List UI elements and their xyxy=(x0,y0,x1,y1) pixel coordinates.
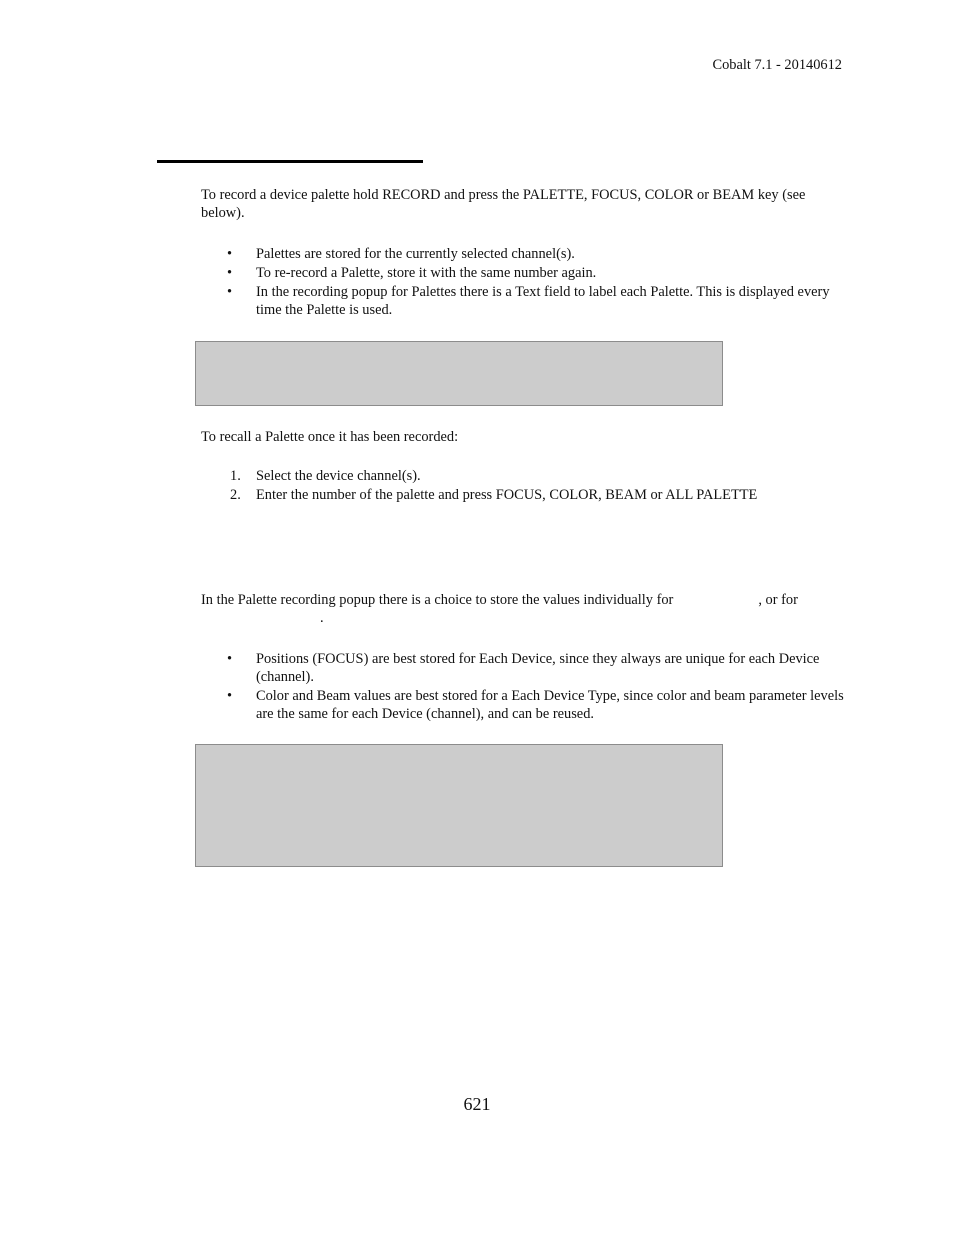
palette-notes-list xyxy=(201,245,846,320)
list-item: • To re-record a Palette, store it with the same number again. xyxy=(227,265,597,281)
list-item: • Positions (FOCUS) are best stored for Each Device, since they always are unique for each Device (channel). xyxy=(227,651,820,685)
list-item: • In the recording popup for Palettes there is a Text field to label each Palette. This is displayed every time the Palette is used. xyxy=(227,284,830,318)
note-box-1 xyxy=(195,341,723,406)
store-choice-list xyxy=(201,650,846,724)
bullet-icon: • xyxy=(227,265,233,281)
list-item: 1. Select the device channel(s). xyxy=(230,468,421,484)
bullet-icon: • xyxy=(227,246,233,262)
step-number: 1. xyxy=(230,468,241,484)
note-box-2 xyxy=(195,744,723,867)
page-number: 621 xyxy=(463,1094,491,1114)
header-version: Cobalt 7.1 - 20140612 xyxy=(712,57,842,73)
bullet-icon: • xyxy=(227,688,233,704)
list-item: 2. Enter the number of the palette and press FOCUS, COLOR, BEAM or ALL PALETTE xyxy=(230,487,758,503)
step-number: 2. xyxy=(230,487,241,503)
bullet-icon: • xyxy=(227,284,233,300)
record-palette-intro: To record a device palette hold RECORD and press the PALETTE, FOCUS, COLOR or BEAM key (see below). xyxy=(201,187,806,221)
store-choice-intro: In the Palette recording popup there is a choice to store the values individually for , or for . xyxy=(201,592,798,626)
section-heading-rule xyxy=(157,160,423,163)
recall-palette-intro: To recall a Palette once it has been recorded: xyxy=(201,429,459,445)
list-item: • Palettes are stored for the currently selected channel(s). xyxy=(227,246,575,262)
recall-steps-list xyxy=(201,467,846,505)
list-item: • Color and Beam values are best stored for a Each Device Type, since color and beam parameter levels are the same for each Device (channel), and can be reused. xyxy=(227,688,844,722)
bullet-icon: • xyxy=(227,651,233,667)
